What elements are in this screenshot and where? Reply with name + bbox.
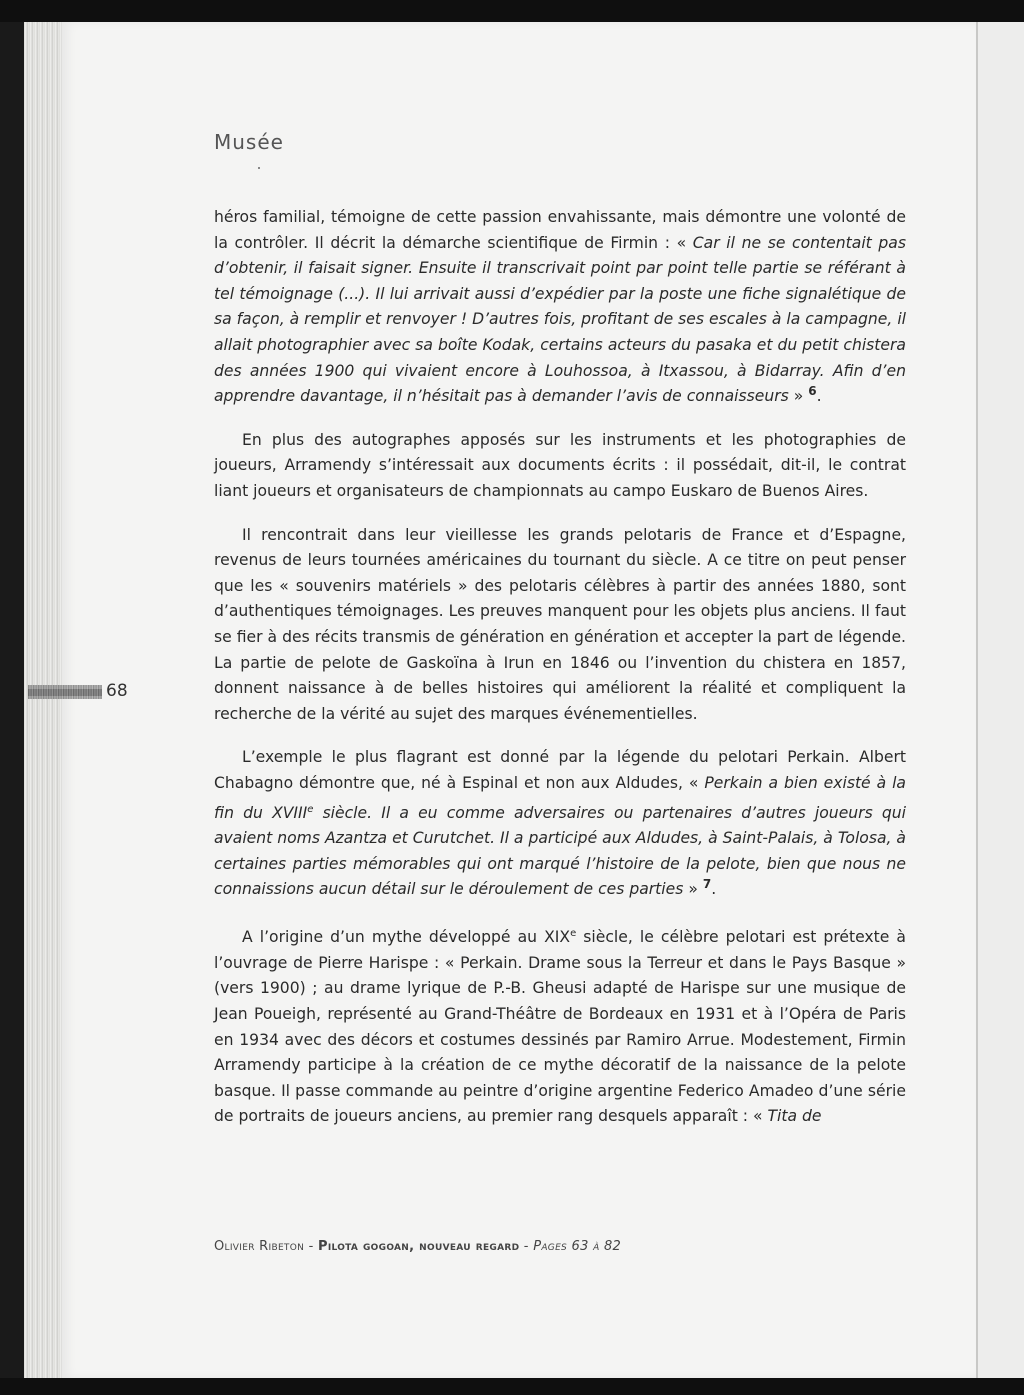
page-marker-tab — [28, 683, 102, 701]
paragraph-1 — [214, 205, 906, 410]
next-page-edge — [976, 22, 1024, 1378]
scan-background-top — [0, 0, 1024, 22]
paragraph-4 — [214, 745, 906, 903]
scan-background-bottom — [0, 1378, 1024, 1395]
p4-quote-part2: siècle. Il a eu comme adversaires ou partenaires d’autres joueurs qui avaient noms Azantza et Curutchet. Il a participé aux Aldudes, à Saint-Palais, à Tolosa, à certaines parties mémorables qui ont marqué l’histoire de la pelote, bien que nous ne connaissions aucun détail sur le déroulement de ces parties — [214, 803, 906, 899]
paragraph-3: Il rencontrait dans leur vieillesse les grands pelotaris de France et d’Espagne, revenus de leurs tournées américaines du tournant du siècle. A ce titre on peut penser que les « souvenirs matériels » des pelotaris célèbres à partir des années 1880, sont d’authentiques témoignages. Les preuves manquent pour les objets plus anciens. Il faut se fier à des récits transmis de génération en génération et accepter la part de légende. La partie de pelote de Gaskoïna à Irun en 1846 ou l’invention du chistera en 1857, donnent naissance à de belles histoires qui améliorent la réalité et compliquent la recherche de la vérité au sujet des marques événementielles. — [214, 525, 906, 723]
p5-superscript: e — [570, 928, 577, 940]
paragraph-2: En plus des autographes apposés sur les instruments et les photographies de joueurs, Arramendy s’intéressait aux documents écrits : il possédait, dit-il, le contrat liant joueurs et organisateurs de championnats au campo Euskaro de Buenos Aires. — [214, 430, 906, 500]
running-footer — [214, 1239, 621, 1254]
p4-period: . — [711, 880, 717, 899]
footer-separator: - — [519, 1239, 534, 1254]
p1-period: . — [816, 387, 822, 406]
p1-close-quote: » — [788, 387, 804, 406]
footer-author: Olivier Ribeton — [214, 1239, 305, 1254]
p5-text-start: A l’origine d’un mythe développé au XIX — [242, 928, 571, 947]
marker-bar-texture — [28, 685, 102, 699]
p4-close-quote: » — [683, 880, 698, 899]
p4-superscript: e — [307, 803, 314, 815]
p1-quote: Car il ne se contentait pas d’obtenir, il faisait signer. Ensuite il transcrivait point par point telle partie se référant à tel témoignage (...). Il lui arrivait aussi d’expédier par la poste une fiche signalétique de sa façon, à remplir et renvoyer ! D’autres fois, profitant de ses escales à la campagne, il allait photographier avec sa boîte Kodak, certains acteurs du pasaka et du petit chistera des années 1900 qui vivaient encore à Louhossoa, à Itxassou, à Bidarray. Afin d’en apprendre davantage, il n’hésitait pas à demander l’avis de connaisseurs — [214, 233, 906, 406]
header-dot — [258, 167, 260, 169]
p5-text: siècle, le célèbre pelotari est prétexte à l’ouvrage de Pierre Harispe : « Perkain. Drame sous la Terreur et dans le Pays Basque » (vers 1900) ; au drame lyrique de P.-B. Gheusi adapté de Harispe sur une musique de Jean Poueigh, représenté au Grand-Théâtre de Bordeaux en 1931 et à l’Opéra de Paris en 1934 avec des décors et costumes dessinés par Ramiro Arrue. Modestement, Firmin Arramendy participe à la création de ce mythe décoratif de la naissance de la pelote basque. Il passe commande au peintre d’origine argentine Federico Amadeo d’une série de portraits de joueurs anciens, au premier rang desquels apparaît : « — [214, 928, 906, 1126]
footer-title: Pilota gogoan, nouveau regard — [318, 1239, 520, 1254]
footnote-6[interactable]: 6 — [808, 383, 817, 398]
p1-text: héros familial, témoigne de cette passion envahissante, mais démontre une volonté de la contrôler. Il décrit la démarche scientifique de Firmin : « — [214, 208, 906, 252]
footer-separator: - — [304, 1239, 319, 1254]
paragraph-5 — [214, 921, 906, 1130]
body-text — [214, 205, 906, 1148]
p4-quote-part1: Perkain a bien existé à la fin du XVIII — [214, 773, 906, 822]
footer-pages: Pages 63 à 82 — [533, 1239, 622, 1254]
footnote-7[interactable]: 7 — [702, 877, 712, 892]
p4-text: L’exemple le plus flagrant est donné par la légende du pelotari Perkain. Albert Chabagno démontre que, né à Espinal et non aux Aldudes, « — [214, 748, 906, 792]
section-header: Musée — [214, 130, 284, 154]
p5-quote: Tita de — [767, 1107, 822, 1126]
p4-quote — [214, 774, 906, 899]
page-number: 68 — [106, 681, 128, 701]
